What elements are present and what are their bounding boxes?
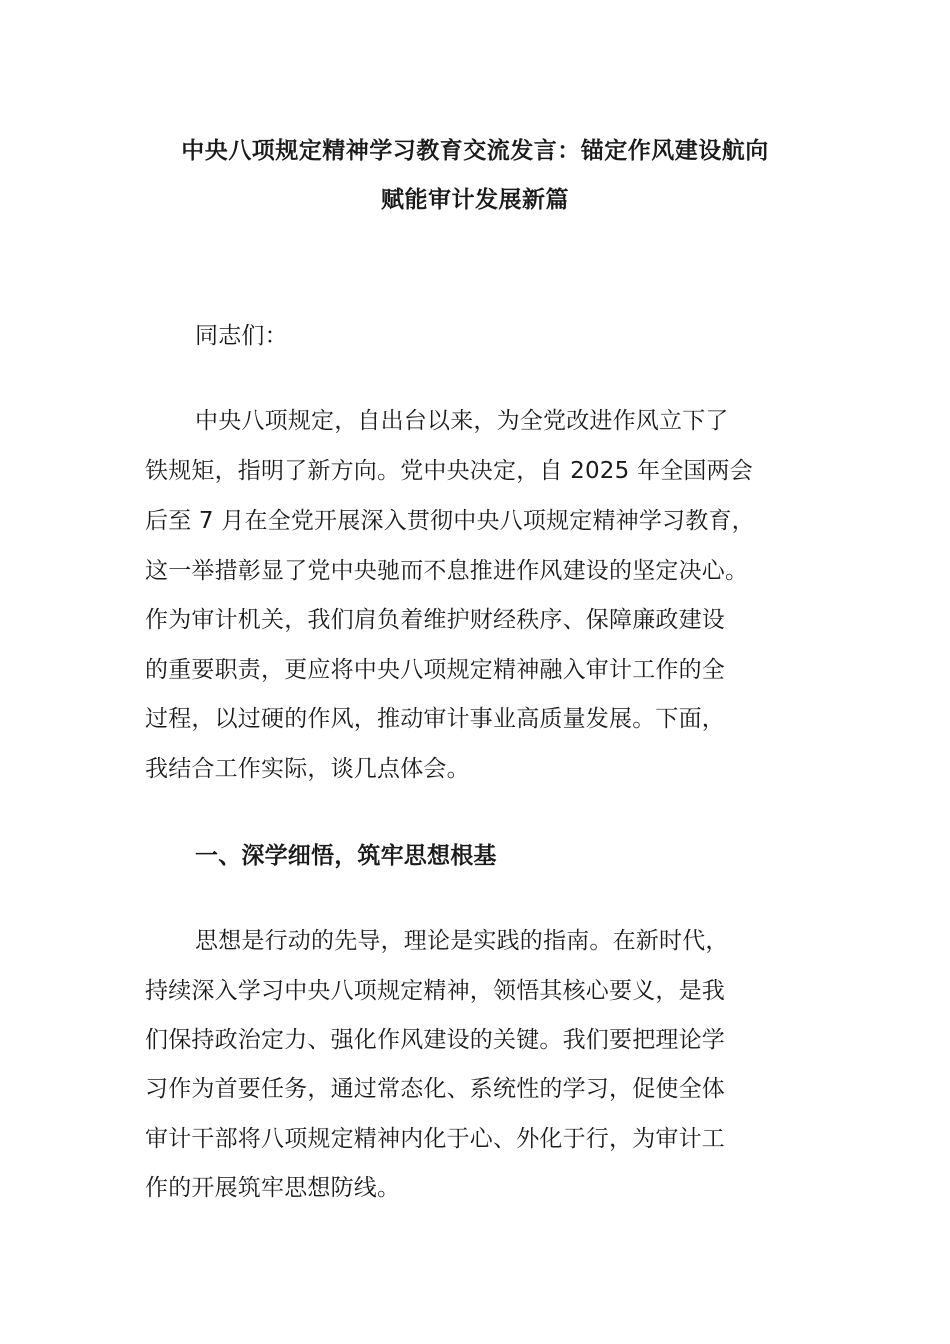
paragraph-1-line: 后至 7 月在全党开展深入贯彻中央八项规定精神学习教育，: [145, 508, 755, 534]
paragraph-2-line: 们保持政治定力、强化作风建设的关键。我们要把理论学: [145, 1027, 725, 1053]
paragraph-2-line: 审计干部将八项规定精神内化于心、外化于行，为审计工: [145, 1126, 725, 1152]
salutation: 同志们：: [195, 323, 288, 349]
paragraph-2-line: 作的开展筑牢思想防线。: [145, 1175, 401, 1201]
paragraph-1-line: 中央八项规定，自出台以来，为全党改进作风立下了: [195, 408, 729, 434]
paragraph-1-line: 这一举措彰显了党中央驰而不息推进作风建设的坚定决心。: [145, 558, 749, 584]
paragraph-2-line: 习作为首要任务，通过常态化、系统性的学习，促使全体: [145, 1076, 725, 1102]
section-1-heading: 一、深学细悟，筑牢思想根基: [195, 843, 497, 869]
document-title-line-1: 中央八项规定精神学习教育交流发言：锚定作风建设航向: [181, 138, 769, 164]
paragraph-1-line: 过程，以过硬的作风，推动审计事业高质量发展。下面，: [145, 706, 725, 732]
paragraph-1-line: 作为审计机关，我们肩负着维护财经秩序、保障廉政建设: [145, 607, 725, 633]
paragraph-1-line: 我结合工作实际，谈几点体会。: [145, 756, 470, 782]
paragraph-2-line: 思想是行动的先导，理论是实践的指南。在新时代，: [195, 928, 729, 954]
paragraph-1-line: 的重要职责，更应将中央八项规定精神融入审计工作的全: [145, 657, 725, 683]
paragraph-1-line: 铁规矩，指明了新方向。党中央决定，自 2025 年全国两会: [145, 458, 753, 484]
document-title-line-2: 赋能审计发展新篇: [381, 187, 569, 213]
paragraph-2-line: 持续深入学习中央八项规定精神，领悟其核心要义，是我: [145, 978, 725, 1004]
